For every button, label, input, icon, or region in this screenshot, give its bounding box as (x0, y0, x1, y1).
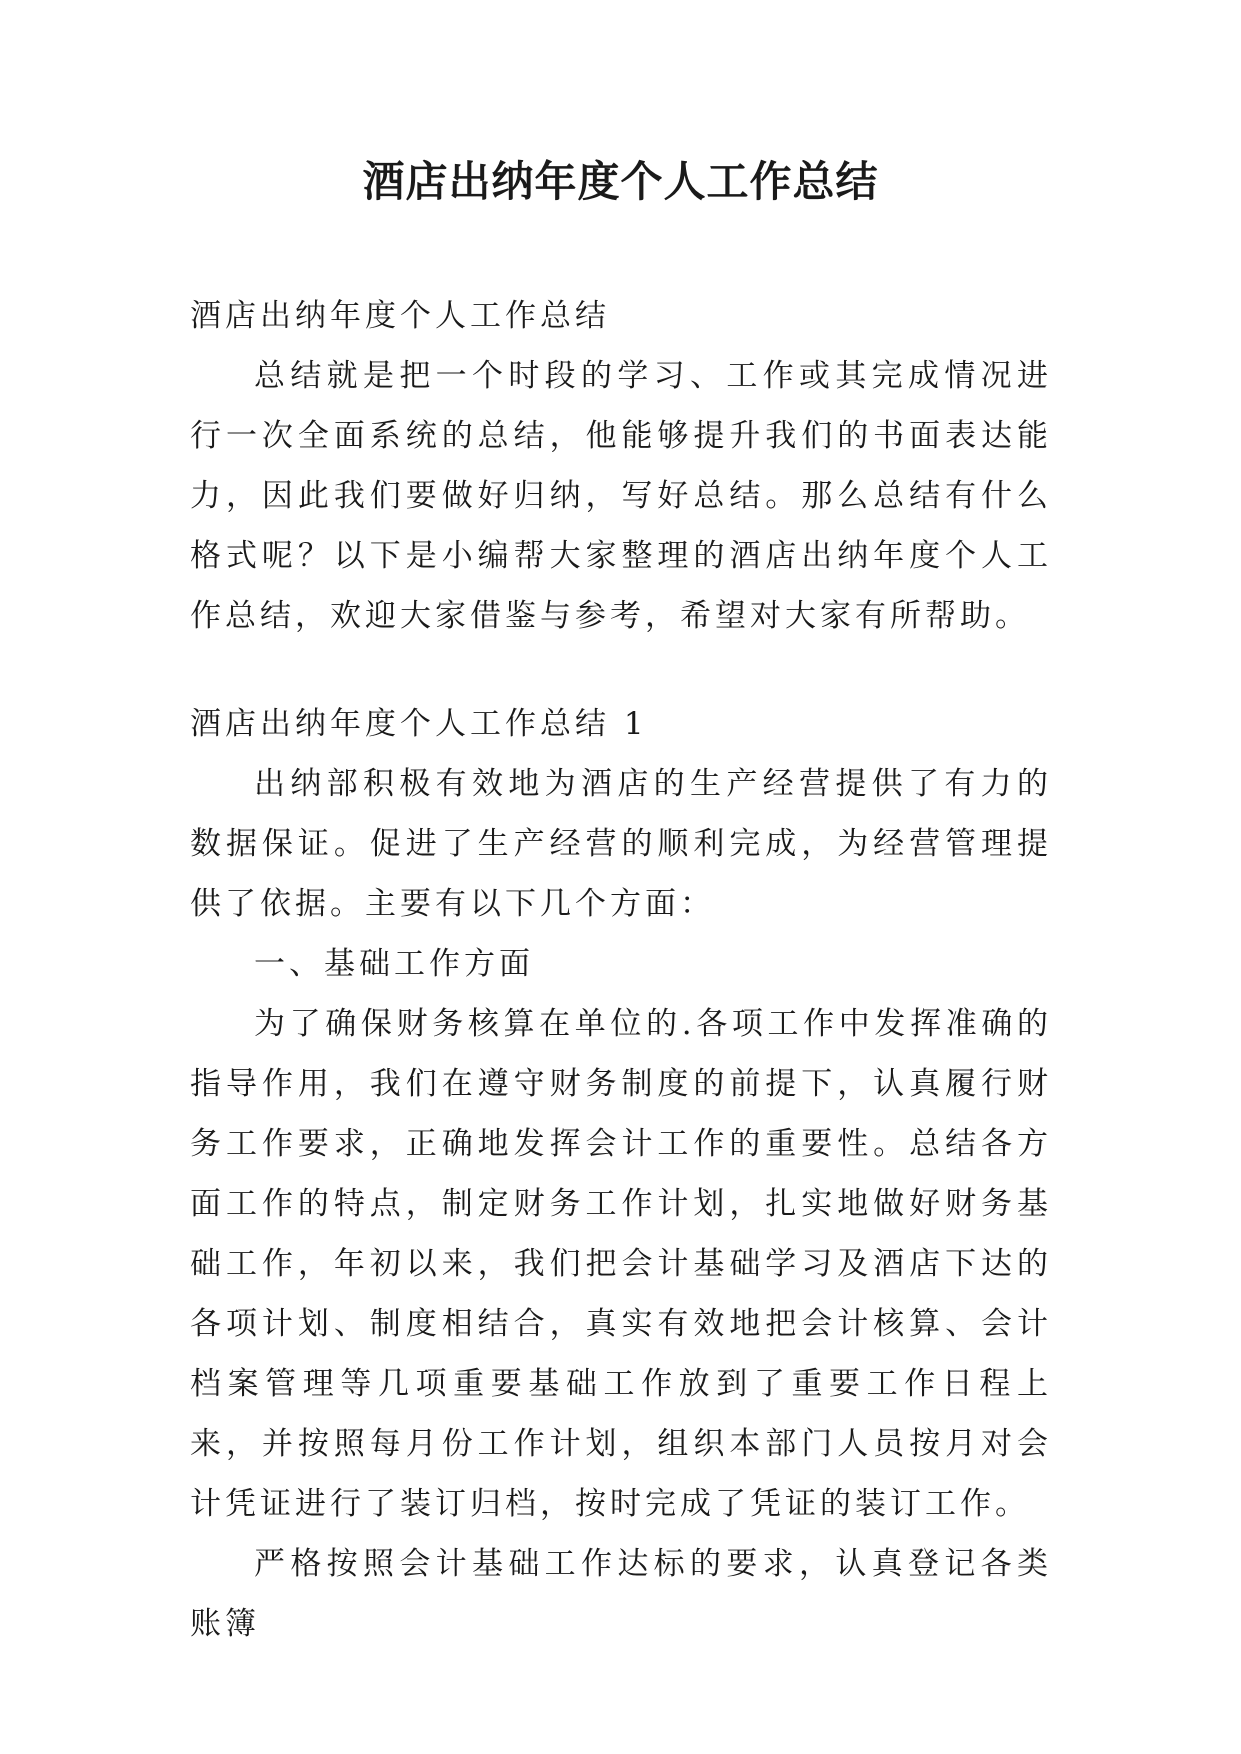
section-heading-basic-work: 一、基础工作方面 (254, 946, 534, 982)
document-subtitle: 酒店出纳年度个人工作总结 (190, 298, 610, 334)
body-paragraph-2: 为了确保财务核算在单位的.各项工作中发挥准确的指导作用，我们在遵守财务制度的前提下，认真履行财务工作要求，正确地发挥会计工作的重要性。总结各方面工作的特点，制定财务工作计划，扎实地做好财务基础工作，年初以来，我们把会计基础学习及酒店下达的各项计划、制度相结合，真实有效地把会计核算、会计档案管理等几项重要基础工作放到了重要工作日程上来，并按照每月份工作计划，组织本部门人员按月对会计凭证进行了装订归档，按时完成了凭证的装订工作。 (190, 1006, 1052, 1522)
intro-paragraph: 总结就是把一个时段的学习、工作或其完成情况进行一次全面系统的总结，他能够提升我们的书面表达能力，因此我们要做好归纳，写好总结。那么总结有什么格式呢？以下是小编帮大家整理的酒店出纳年度个人工作总结，欢迎大家借鉴与参考，希望对大家有所帮助。 (190, 358, 1052, 634)
body-paragraph-1: 出纳部积极有效地为酒店的生产经营提供了有力的数据保证。促进了生产经营的顺利完成，为经营管理提供了依据。主要有以下几个方面： (190, 766, 1052, 922)
document-title: 酒店出纳年度个人工作总结 (362, 157, 879, 206)
document-body (190, 286, 1052, 1654)
section-title: 酒店出纳年度个人工作总结 1 (190, 706, 648, 742)
body-paragraph-3: 严格按照会计基础工作达标的要求，认真登记各类账簿 (190, 1546, 1052, 1642)
